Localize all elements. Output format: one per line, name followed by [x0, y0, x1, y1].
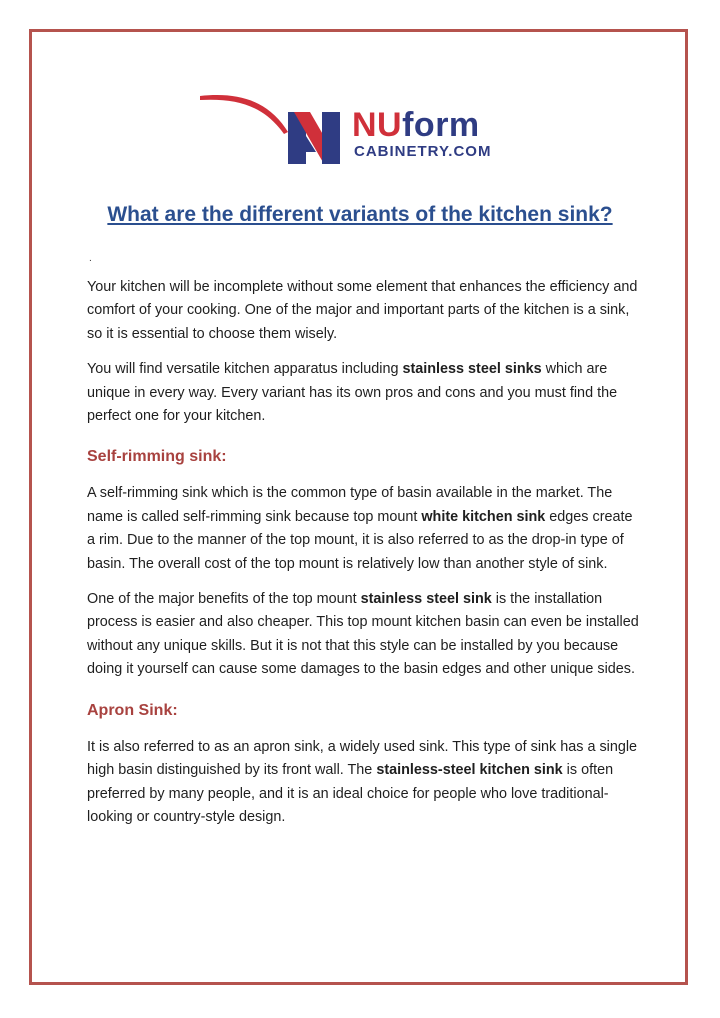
logo-swoosh-icon — [200, 95, 288, 134]
logo-n-right-icon — [322, 112, 340, 164]
logo-brand-nu: NU — [352, 106, 403, 144]
article-body — [87, 276, 639, 841]
keyword-stainless-steel-sinks: stainless steel sinks — [402, 361, 542, 378]
keyword-white-kitchen-sink: white kitchen sink — [421, 508, 546, 525]
heading-apron-sink: Apron Sink: — [87, 701, 178, 719]
paragraph-benefits-post: is the installation process is easier and also cheaper. This top mount kitchen basin can even be installed without any unique skills. But it is not that this style can be installed by you because doing it yourself can cause some damages to the basin edges and other unique sides. — [87, 591, 639, 678]
paragraph-versatile-pre: You will find versatile kitchen apparatus including — [87, 361, 403, 378]
logo-brand-text — [352, 108, 480, 142]
paragraph-intro: Your kitchen will be incomplete without some element that enhances the efficiency and comfort of your cooking. One of the major and important parts of the kitchen is a sink, so it is essential to choose them wisely. — [87, 279, 638, 342]
paragraph-versatile-post: which are unique in every way. Every variant has its own pros and cons and you must find the perfect one for your kitchen. — [87, 361, 618, 425]
logo-brand-form: form — [402, 106, 480, 144]
article-title[interactable]: What are the different variants of the kitchen sink? — [107, 203, 613, 226]
paragraph-apron — [87, 736, 639, 830]
paragraph-self-rimming-post: edges create a rim. Due to the manner of the top mount, it is also referred to as the drop-in type of basin. The overall cost of the top mount is relatively low than another style of sink. — [87, 508, 633, 572]
bullet-dot: . — [89, 253, 92, 264]
paragraph-apron-pre: It is also referred to as an apron sink, a widely used sink. This type of sink has a single high basin distinguished by its front wall. The — [87, 738, 638, 779]
paragraph-benefits-pre: One of the major benefits of the top mount — [87, 591, 361, 608]
paragraph-self-rimming-pre: A self-rimming sink which is the common type of basin available in the market. The name is called self-rimming sink because top mount — [87, 485, 613, 525]
paragraph-apron-post: is often preferred by many people, and it is an ideal choice for people who love traditional-looking or country-style design. — [87, 762, 614, 825]
heading-self-rimming: Self-rimming sink: — [87, 448, 227, 466]
keyword-stainless-steel-sink: stainless steel sink — [360, 591, 492, 608]
keyword-stainless-steel-kitchen-sink: stainless-steel kitchen sink — [376, 762, 563, 779]
paragraph-benefits — [87, 588, 639, 682]
paragraph-self-rimming — [87, 482, 639, 576]
paragraph-versatile — [87, 358, 639, 428]
logo-brand-sub: CABINETRY.COM — [354, 143, 492, 160]
